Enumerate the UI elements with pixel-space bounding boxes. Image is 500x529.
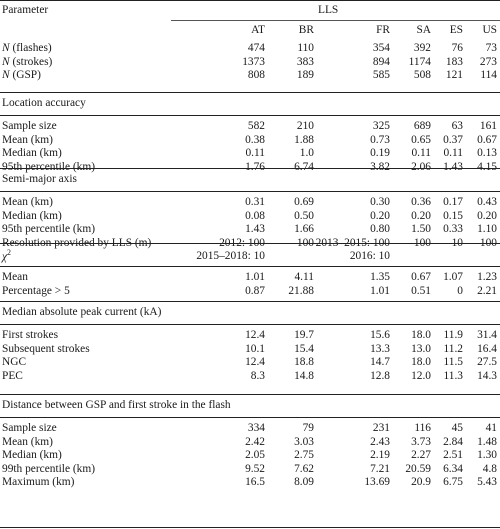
- cell-at: 0.87: [245, 284, 265, 297]
- cell-fr: 1.01: [370, 284, 390, 297]
- cell-es: 63: [451, 120, 463, 132]
- cell-es: 0.33: [443, 223, 463, 236]
- cell-us: 0.13: [477, 147, 497, 160]
- cell-sa: 18.0: [411, 356, 431, 369]
- cell-us: 100: [479, 236, 497, 249]
- cell-es: 0.11: [443, 147, 463, 160]
- parameter-header: Parameter: [2, 4, 49, 16]
- section-rule: [0, 301, 500, 302]
- section-rule: [0, 243, 500, 244]
- cell-fr: 0.80: [370, 223, 390, 236]
- cell-at: 2.42: [245, 435, 265, 448]
- row-label: First strokes: [2, 329, 59, 341]
- cell-us: 14.3: [477, 369, 497, 382]
- cell-br: 2.75: [294, 449, 314, 462]
- lls-group-header: LLS: [318, 4, 339, 16]
- cell-br: 1.66: [294, 223, 314, 236]
- cell-es: 2.84: [443, 435, 463, 448]
- row-label: 95th percentile (km): [2, 223, 95, 236]
- cell-br: 8.09: [294, 476, 314, 489]
- cell-sa: 689: [413, 120, 431, 132]
- cell-fr: 13.69: [364, 476, 390, 489]
- cell-br: 0.69: [294, 196, 314, 208]
- cell-es: 0.15: [443, 209, 463, 222]
- cell-sa: 0.67: [411, 271, 431, 283]
- row-label-text: (GSP): [9, 69, 41, 82]
- cell-fr: 2016: 10: [349, 250, 390, 263]
- superscript: 2: [7, 248, 12, 257]
- cell-br: 100: [296, 236, 314, 249]
- cell-sa: 1174: [408, 55, 431, 68]
- cell-sa: 20.9: [411, 476, 431, 489]
- cell-es: 11.5: [443, 356, 463, 369]
- cell-us: 1.23: [477, 271, 497, 283]
- cell-at: 12.4: [245, 329, 265, 341]
- cell-sa: 392: [413, 42, 431, 54]
- cell-us: 4.8: [482, 462, 497, 475]
- cell-sa: 2.06: [411, 160, 431, 173]
- cell-fr: 585: [372, 69, 390, 82]
- cell-sa: 20.59: [405, 462, 431, 475]
- cell-es: 0.37: [443, 133, 463, 146]
- cell-at: 2012: 100: [219, 236, 265, 249]
- cell-es: 0: [457, 284, 463, 297]
- section-rule: [0, 92, 500, 93]
- cell-es: 6.75: [443, 476, 463, 489]
- column-header-br: BR: [298, 24, 314, 36]
- cell-us: 0.20: [477, 209, 497, 222]
- cell-us: 0.67: [477, 133, 497, 146]
- cell-us: 31.4: [477, 329, 497, 341]
- cell-us: 16.4: [477, 342, 497, 355]
- cell-es: 11.9: [443, 329, 463, 341]
- cell-fr: 14.7: [370, 356, 390, 369]
- cell-us: 4.15: [477, 160, 497, 173]
- cell-at: 2015–2018: 10: [196, 250, 265, 263]
- row-label: Sample size: [2, 120, 57, 132]
- cell-sa: 2.27: [411, 449, 431, 462]
- cell-sa: 0.11: [411, 147, 431, 160]
- section-title: Distance between GSP and first stroke in the flash: [2, 399, 231, 411]
- cell-at: 0.08: [245, 209, 265, 222]
- row-label: Mean (km): [2, 196, 53, 208]
- column-header-es: ES: [449, 24, 463, 36]
- section-title-rule: [0, 324, 500, 325]
- cell-us: 1.30: [477, 449, 497, 462]
- cell-at: 0.31: [245, 196, 265, 208]
- cell-at: 9.52: [245, 462, 265, 475]
- cell-br: 110: [297, 42, 314, 54]
- row-label: Mean: [2, 271, 28, 283]
- column-header-at: AT: [251, 24, 265, 36]
- cell-br: 1.0: [299, 147, 314, 160]
- row-label: Subsequent strokes: [2, 342, 90, 355]
- cell-sa: 0.36: [411, 196, 431, 208]
- cell-sa: 3.73: [411, 435, 431, 448]
- cell-at: 8.3: [250, 369, 265, 382]
- row-label-text: (strokes): [9, 55, 53, 68]
- cell-us: 2.21: [477, 284, 497, 297]
- cell-br: 189: [296, 69, 314, 82]
- cell-es: 0.17: [443, 196, 463, 208]
- cell-at: 16.5: [245, 476, 265, 489]
- cell-es: 183: [445, 55, 463, 68]
- section-title-rule: [0, 266, 500, 267]
- cell-br: 1.88: [294, 133, 314, 146]
- cell-sa: 0.65: [411, 133, 431, 146]
- cell-es: 11.2: [443, 342, 463, 355]
- cell-us: 1.10: [477, 223, 497, 236]
- cell-us: 161: [479, 120, 497, 132]
- cell-at: 2.05: [245, 449, 265, 462]
- cell-at: 10.1: [245, 342, 265, 355]
- cell-sa: 508: [413, 69, 431, 82]
- cell-at: 0.38: [245, 133, 265, 146]
- cell-us: 114: [480, 69, 497, 82]
- cell-fr: 2013–2015: 100: [315, 236, 390, 249]
- cell-us: 5.43: [477, 476, 497, 489]
- cell-fr: 3.82: [370, 160, 390, 173]
- row-label: [2, 43, 52, 54]
- cell-sa: 12.0: [411, 369, 431, 382]
- cell-br: 21.88: [288, 284, 314, 297]
- cell-at: 1.43: [245, 223, 265, 236]
- cell-es: 1.07: [443, 271, 463, 283]
- top-rule: [0, 0, 500, 1]
- cell-sa: 0.51: [411, 284, 431, 297]
- group-rule: [171, 20, 500, 21]
- column-header-sa: SA: [416, 24, 431, 36]
- cell-fr: 2.19: [370, 449, 390, 462]
- cell-at: 474: [247, 42, 265, 54]
- cell-br: 383: [296, 55, 314, 68]
- cell-sa: 100: [413, 236, 431, 249]
- column-header-us: US: [482, 24, 497, 36]
- cell-br: 18.8: [294, 356, 314, 369]
- cell-fr: 12.8: [370, 369, 390, 382]
- n-symbol: N: [2, 42, 10, 54]
- cell-fr: 325: [372, 120, 390, 132]
- cell-at: 1.01: [245, 271, 265, 283]
- cell-us: 73: [485, 42, 497, 54]
- row-label: Maximum (km): [2, 476, 75, 489]
- cell-fr: 2.43: [370, 435, 390, 448]
- cell-fr: 15.6: [370, 329, 390, 341]
- cell-sa: 18.0: [411, 329, 431, 341]
- row-label: NGC: [2, 356, 27, 369]
- cell-at: 0.11: [245, 147, 265, 160]
- cell-us: 273: [479, 55, 497, 68]
- row-label: PEC: [2, 369, 23, 382]
- cell-us: 41: [485, 422, 497, 434]
- section-rule: [0, 394, 500, 395]
- cell-fr: 0.20: [370, 209, 390, 222]
- cell-es: 6.34: [443, 462, 463, 475]
- cell-at: 808: [247, 69, 265, 82]
- section-title: Location accuracy: [2, 97, 86, 109]
- cell-us: 1.48: [477, 435, 497, 448]
- n-symbol: N: [2, 69, 10, 82]
- cell-at: 12.4: [245, 356, 265, 369]
- row-label: 95th percentile (km): [2, 160, 95, 173]
- cell-fr: 7.21: [370, 462, 390, 475]
- row-label-text: (flashes): [9, 42, 52, 54]
- row-label: Resolution provided by LLS (m): [2, 236, 152, 249]
- row-label: [2, 70, 41, 81]
- cell-fr: 231: [372, 422, 390, 434]
- cell-es: 121: [445, 69, 463, 82]
- cell-es: 76: [451, 42, 463, 54]
- cell-fr: 894: [372, 55, 390, 68]
- cell-br: 6.74: [294, 160, 314, 173]
- cell-fr: 1.35: [370, 271, 390, 283]
- row-label: Sample size: [2, 422, 57, 434]
- cell-br: 4.11: [294, 271, 314, 283]
- section-title: Semi-major axis: [2, 173, 77, 185]
- cell-sa: 116: [414, 422, 431, 434]
- cell-es: 1.43: [443, 160, 463, 173]
- section-rule: [0, 168, 500, 169]
- cell-sa: 1.50: [411, 223, 431, 236]
- section-title-rule: [0, 191, 500, 192]
- cell-at: 334: [247, 422, 265, 434]
- cell-es: 11.3: [443, 369, 463, 382]
- row-label: Median (km): [2, 449, 62, 462]
- section-title: [2, 249, 11, 263]
- row-label: [2, 57, 52, 68]
- row-label: Percentage > 5: [2, 284, 70, 297]
- cell-sa: 0.20: [411, 209, 431, 222]
- cell-br: 210: [296, 120, 314, 132]
- row-label: Median (km): [2, 209, 62, 222]
- cell-at: 1.76: [245, 160, 265, 173]
- cell-br: 79: [302, 422, 314, 434]
- row-label: Mean (km): [2, 435, 53, 448]
- row-label: 99th percentile (km): [2, 462, 95, 475]
- cell-br: 19.7: [294, 329, 314, 341]
- cell-fr: 13.3: [370, 342, 390, 355]
- cell-at: 1373: [242, 55, 265, 68]
- cell-es: 10: [451, 236, 463, 249]
- section-title: Median absolute peak current (kA): [2, 306, 162, 318]
- cell-br: 3.03: [294, 435, 314, 448]
- cell-us: 27.5: [477, 356, 497, 369]
- cell-br: 0.50: [294, 209, 314, 222]
- cell-fr: 0.19: [370, 147, 390, 160]
- cell-br: 14.8: [294, 369, 314, 382]
- cell-fr: 354: [372, 42, 390, 54]
- cell-fr: 0.73: [370, 133, 390, 146]
- section-title-rule: [0, 115, 500, 116]
- row-label: Mean (km): [2, 133, 53, 146]
- cell-fr: 0.30: [370, 196, 390, 208]
- section-title-rule: [0, 417, 500, 418]
- cell-br: 15.4: [294, 342, 314, 355]
- cell-us: 0.43: [477, 196, 497, 208]
- cell-es: 45: [451, 422, 463, 434]
- n-symbol: N: [2, 55, 10, 68]
- cell-sa: 13.0: [411, 342, 431, 355]
- cell-at: 582: [247, 120, 265, 132]
- row-label: Median (km): [2, 147, 62, 160]
- column-header-fr: FR: [376, 24, 390, 36]
- chi-symbol: χ: [2, 250, 8, 263]
- cell-br: 7.62: [294, 462, 314, 475]
- bottom-rule: [0, 527, 500, 528]
- cell-es: 2.51: [443, 449, 463, 462]
